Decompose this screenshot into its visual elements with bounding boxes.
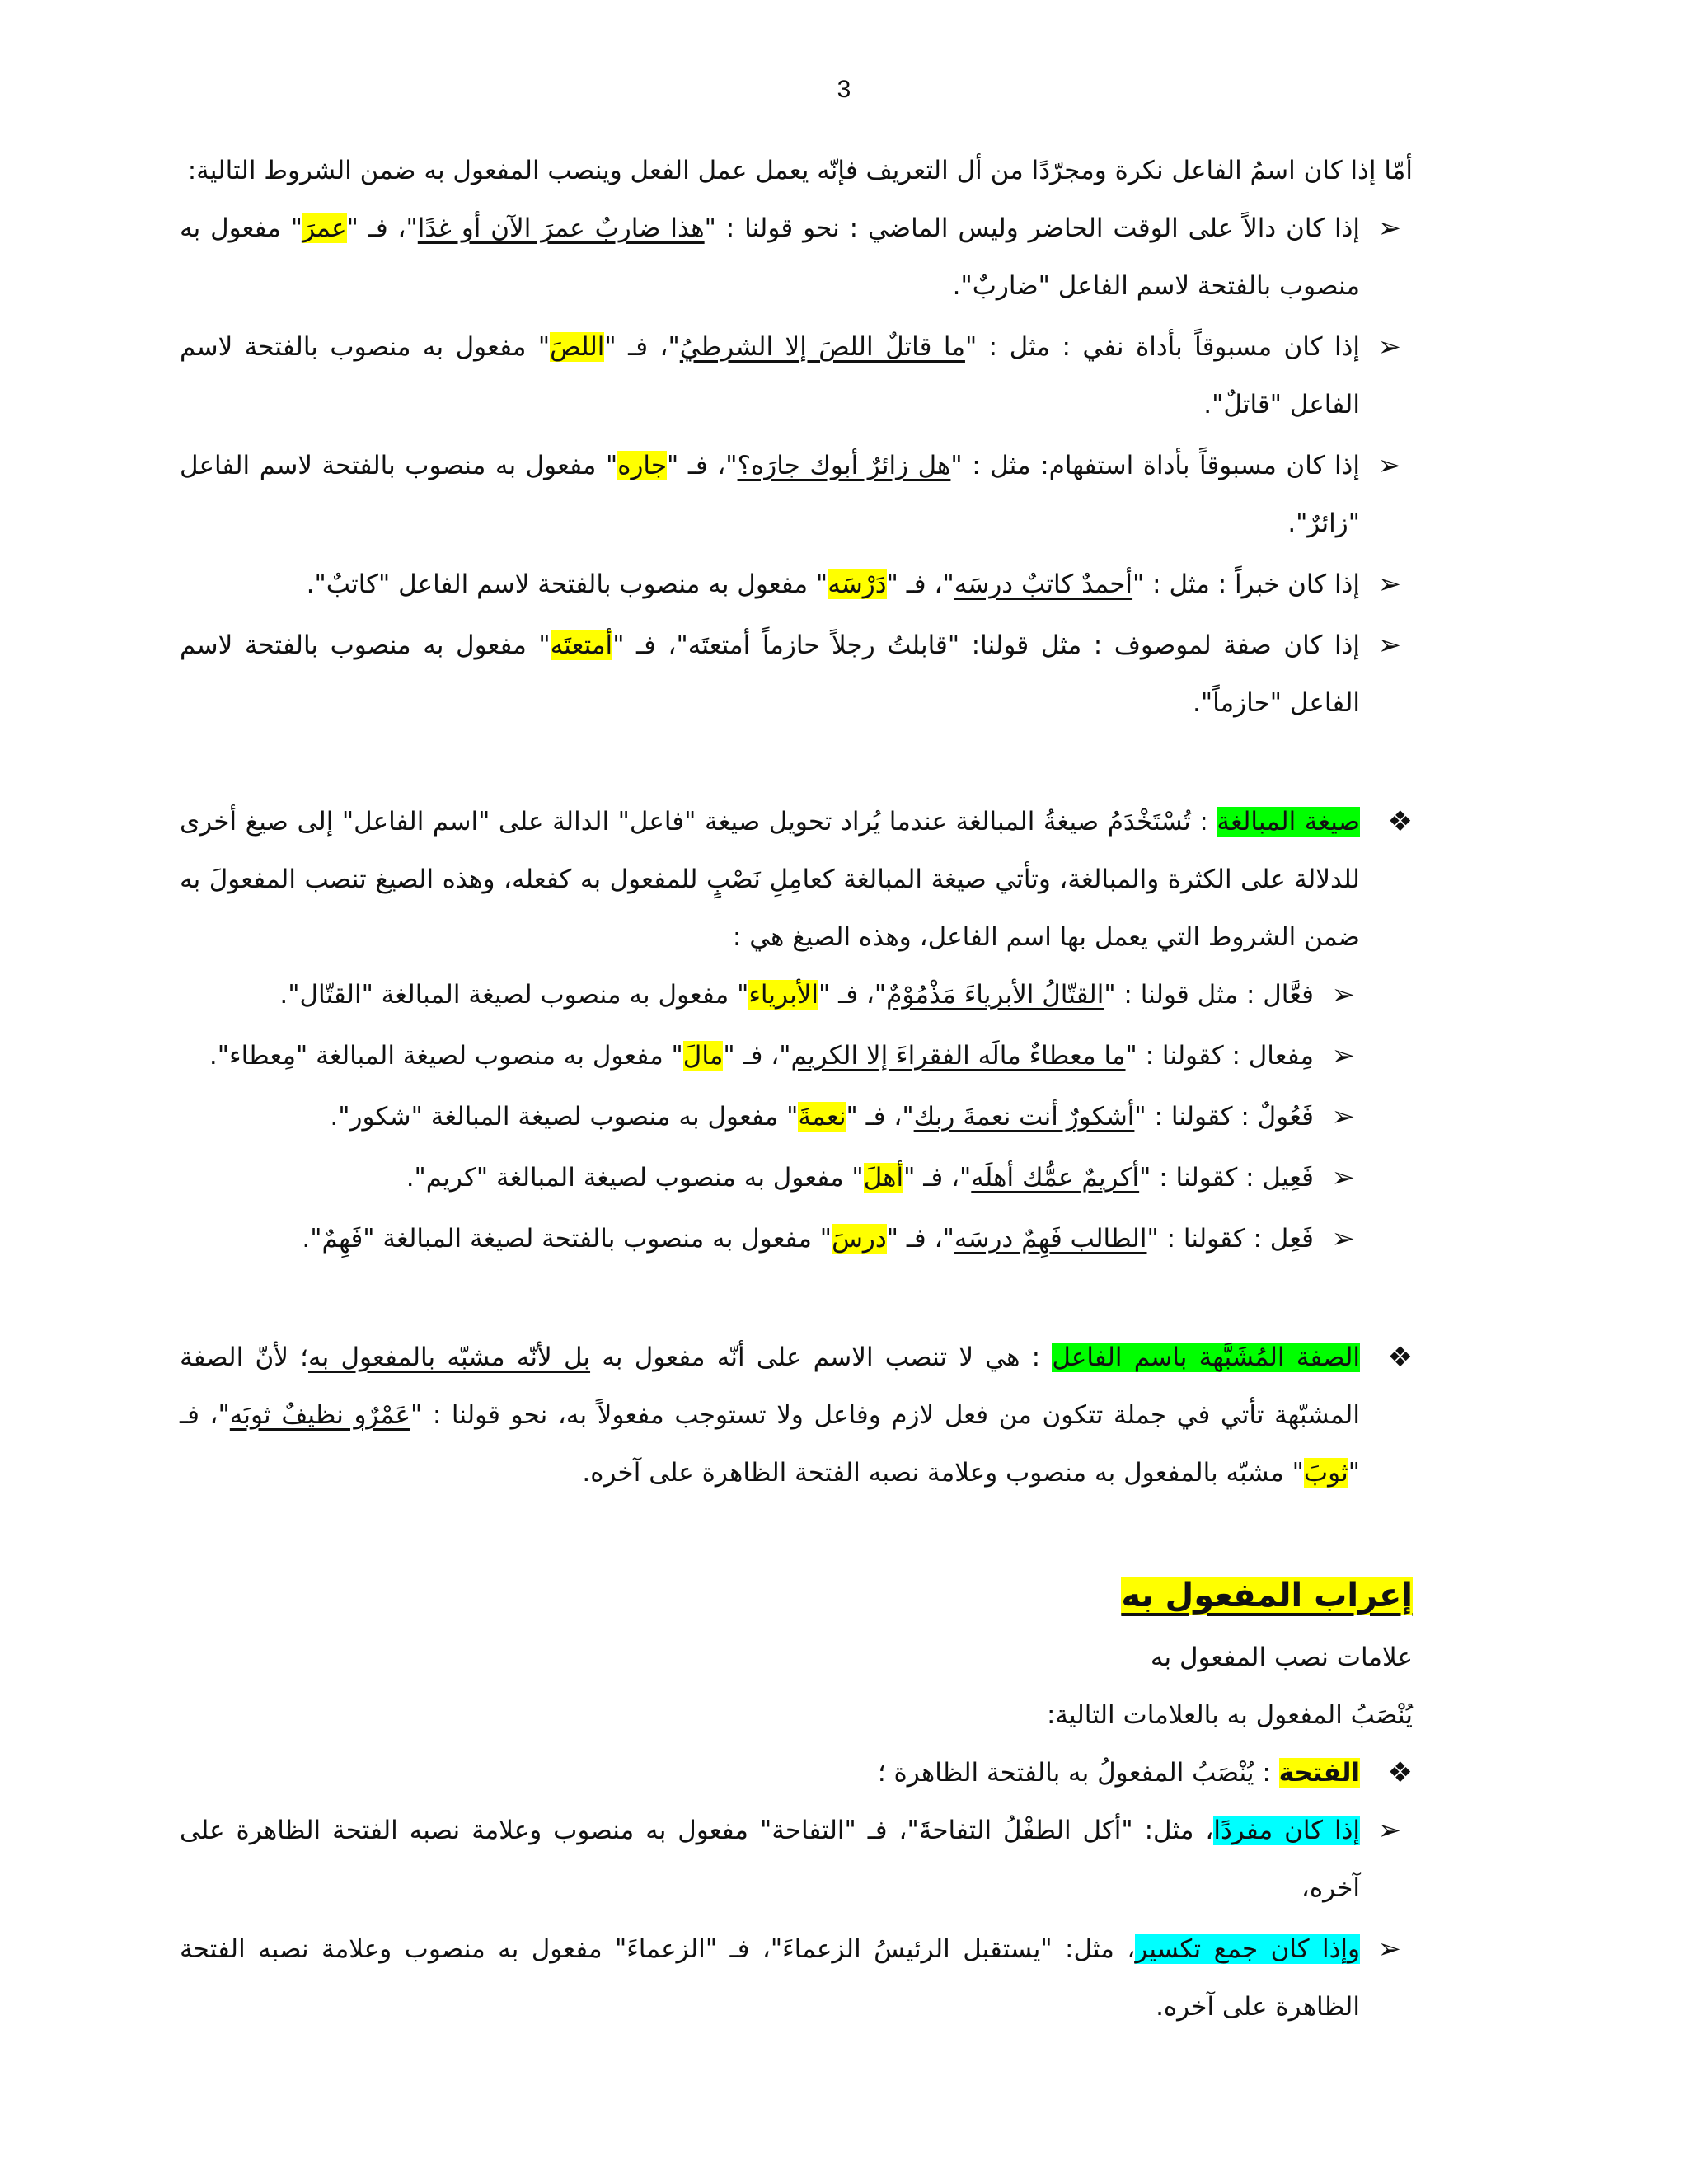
item-text: "، فـ " [903,1163,972,1193]
item-text: " مفعول به منصوب بالفتحة لصيغة المبالغة "فَهِمٌ". [302,1224,832,1254]
arrow-bullet-icon: ➢ [1377,629,1401,662]
section-label: الفتحة [1278,1758,1360,1788]
item-text: "، فـ " [667,451,738,480]
highlighted-word: نعمةَ [798,1102,846,1132]
item-text: "، فـ " [846,1102,914,1132]
mubalagha-section [180,793,1413,966]
arrow-bullet-icon: ➢ [1377,568,1401,601]
item-text: إذا كان خبراً : مثل : " [1132,569,1360,599]
item-text: " مفعول به منصوب لصيغة المبالغة "كريم". [406,1163,864,1193]
underlined-text: بل لأنّه مشبّه بالمفعول به [308,1343,591,1372]
intro-paragraph: أمّا إذا كان اسمُ الفاعل نكرة ومجرّدًا من أل التعريف فإنّه يعمل عمل الفعل وينصب المفعول به ضمن الشروط التالية: [187,156,1413,185]
item-text: " مفعول به منصوب بالفتحة لاسم الفاعل "كاتبٌ". [306,569,828,599]
example-text: الطالب فَهِمٌ درسَه [954,1224,1147,1254]
item-text: "، فـ " [604,332,680,362]
item-text: إذا كان مسبوقاً بأداة استفهام: مثل : " [950,451,1360,480]
item-text: " مفعول به منصوب لصيغة المبالغة "مِعطاء". [209,1041,683,1071]
list-item [180,1920,1413,2036]
mubalagha-list [180,966,1413,1268]
example-text: هذا ضاربٌ عمرَ الآن أو غدًا [417,213,705,243]
item-text: إذا كان صفة لموصوف : مثل قولنا: "قابلتُ رجلاً حازماً أمتعتَه"، فـ " [612,630,1360,660]
example-text: ما معطاءٌ مالَه الفقراءَ إلا الكريم [790,1041,1126,1071]
diamond-bullet-icon: ❖ [1387,1341,1413,1374]
page-number: 3 [837,76,851,103]
arrow-bullet-icon: ➢ [1331,1100,1355,1133]
mushabbaha-section [180,1329,1413,1502]
item-text: " مفعول به منصوب بالفتحة لاسم الفاعل "حازماً". [180,630,1360,718]
item-text: "، فـ " [886,1224,954,1254]
irab-intro: يُنْصَبُ المفعول به بالعلامات التالية: [1046,1700,1413,1730]
section-heading [180,1563,1413,1629]
list-item [180,199,1413,315]
item-text: فَعِل : كقولنا : " [1146,1224,1314,1254]
diamond-bullet-icon: ❖ [1387,805,1413,838]
list-item [180,318,1413,434]
list-item [180,1088,1413,1146]
document-body [180,142,1413,2039]
spacer [180,735,1413,793]
item-text: " مفعول به منصوب بالفتحة لاسم الفاعل "زائرٌ". [180,451,1360,538]
item-text: " مفعول به منصوب لصيغة المبالغة "القتّال". [279,980,749,1010]
item-text: فعَّال : مثل قولنا : " [1104,980,1314,1010]
arrow-bullet-icon: ➢ [1377,1814,1401,1847]
arrow-bullet-icon: ➢ [1377,212,1401,245]
highlighted-word: وإذا كان جمع تكسير [1135,1934,1360,1964]
item-text: إذا كان مسبوقاً بأداة نفي : مثل : " [964,332,1360,362]
list-item [180,966,1413,1024]
list-item [180,437,1413,552]
item-text: ، مثل: "أكل الطفْلُ التفاحةَ"، فـ "التفاحة" مفعول به منصوب وعلامة نصبه الفتحة الظاهرة على آخره، [180,1816,1360,1903]
arrow-bullet-icon: ➢ [1331,1222,1355,1255]
highlighted-word: دَرْسَه [828,569,887,599]
list-item [180,1210,1413,1268]
spacer [180,1271,1413,1329]
highlighted-word: جاره [617,451,668,480]
example-text: أشكورٌ أنت نعمةَ ربك [913,1102,1135,1132]
arrow-bullet-icon: ➢ [1331,1039,1355,1072]
arrow-bullet-icon: ➢ [1377,1933,1401,1966]
example-text: أكريمٌ عمُّك أهلَه [971,1163,1140,1193]
section-text: : تُسْتَخْدَمُ صيغةُ المبالغة عندما يُراد تحويل صيغة "فاعل" الدالة على "اسم الفاعل" إلى صيغ أخرى للدلالة على الكثرة والمبالغة، وتأتي صيغة المبالغة كعامِلِ نَصْبٍ للمفعول به كفعله، وهذه الصيغ تنصب المفعولَ به ضمن الشروط التي يعمل بها اسم الفاعل، وهذه الصيغ هي : [180,807,1360,952]
highlighted-word: أمتعتَه [550,630,613,660]
section-text: "، فـ " [180,1400,1360,1488]
example-text: أحمدٌ كاتبٌ درسَه [954,569,1133,599]
section-text: " مشبّه بالمفعول به منصوب وعلامة نصبه الفتحة الظاهرة على آخره. [582,1458,1304,1488]
list-item [180,616,1413,732]
arrow-bullet-icon: ➢ [1331,978,1355,1011]
item-text: "، فـ " [818,980,887,1010]
section-label: صيغة المبالغة [1217,807,1360,837]
highlighted-word: اللصَ [550,332,605,362]
item-text: ، مثل: "يستقبل الرئيسُ الزعماءَ"، فـ "الزعماءَ" مفعول به منصوب وعلامة نصبه الفتحة الظاهرة على آخره. [180,1934,1360,2022]
highlighted-word: درسَ [832,1224,887,1254]
example-text: هل زائرٌ أبوك جارَه؟ [737,451,951,480]
section-text: : هي لا تنصب الاسم على أنّه مفعول به [590,1343,1053,1372]
item-text: "، فـ " [723,1041,791,1071]
highlighted-word: إذا كان مفردًا [1213,1816,1360,1845]
section-label: الصفة المُشَبَّهة باسم الفاعل [1052,1343,1361,1372]
item-text: "، فـ " [346,213,418,243]
diamond-bullet-icon: ❖ [1387,1756,1413,1789]
list-item [180,1027,1413,1085]
item-text: "، فـ " [886,569,954,599]
item-text: مِفعال : كقولنا : " [1125,1041,1314,1071]
section-text: ؛ لأنّ الصفة المشبّهة تأتي في جملة تتكون من فعل لازم وفاعل ولا تستوجب مفعولاً به، نحو قولنا : " [180,1343,1360,1430]
highlighted-word: أهلَ [863,1163,904,1193]
heading-text: إعراب المفعول به [1121,1577,1413,1615]
item-text: " مفعول به منصوب لصيغة المبالغة "شكور". [330,1102,799,1132]
highlighted-word: الأبرياء [748,980,819,1010]
arrow-bullet-icon: ➢ [1377,330,1401,363]
item-text: إذا كان دالاً على الوقت الحاضر وليس الماضي : نحو قولنا : " [704,213,1360,243]
spacer [180,1502,1413,1548]
fatha-item [180,1744,1413,1802]
item-text: " مفعول به منصوب بالفتحة لاسم الفاعل "قاتلٌ". [180,332,1360,419]
example-text: ما قاتلٌ اللصَ إلا الشرطيُ [679,332,965,362]
fatha-list [180,1802,1413,2036]
example-text: عَمْرٌو نظيفٌ ثوبَه [229,1400,410,1430]
list-item [180,555,1413,613]
highlighted-word: عمرَ [302,213,347,243]
highlighted-word: مالَ [682,1041,724,1071]
item-text: " مفعول به منصوب بالفتحة لاسم الفاعل "ضاربٌ". [180,213,1360,301]
conditions-list [180,199,1413,732]
list-item [180,1149,1413,1207]
item-text: فَعُولٌ : كقولنا : " [1134,1102,1314,1132]
example-text: القتّالُ الأبرياءَ مَذْمُوْمٌ [886,980,1104,1010]
item-text: فَعِيل : كقولنا : " [1139,1163,1314,1193]
highlighted-word: ثوبَ [1303,1458,1348,1488]
arrow-bullet-icon: ➢ [1331,1161,1355,1194]
section-text: : يُنْصَبُ المفعولُ به بالفتحة الظاهرة ؛ [877,1758,1279,1788]
list-item [180,1802,1413,1917]
arrow-bullet-icon: ➢ [1377,449,1401,482]
subheading: علامات نصب المفعول به [1150,1643,1413,1672]
